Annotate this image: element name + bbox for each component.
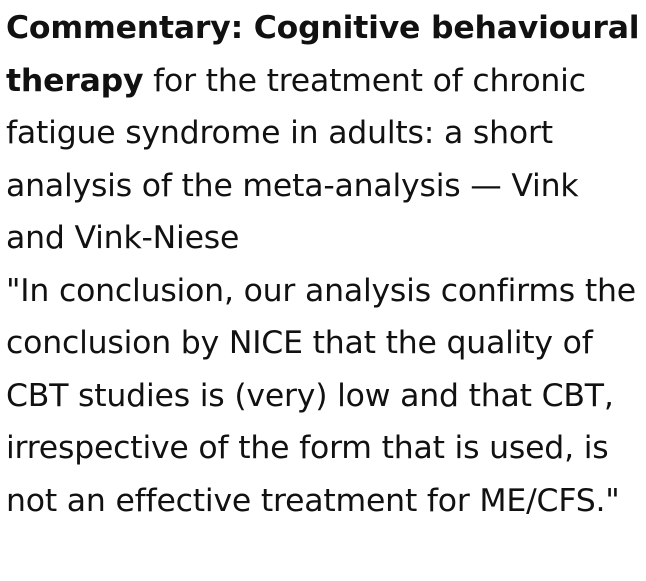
post-title-rest: for the treatment of chronic fatigue syndrome in adults: a short analysis of the meta-analysis — Vink and Vink-Niese [6, 62, 586, 256]
post-title [6, 2, 640, 265]
post-title-bold: Commentary: Cognitive behavioural therapy [6, 10, 640, 99]
post-quote: "In conclusion, our analysis confirms the conclusion by NICE that the quality of CBT studies is (very) low and that CBT, irrespective of the form that is used, is not an effective treatment for ME/CFS." [6, 272, 636, 519]
